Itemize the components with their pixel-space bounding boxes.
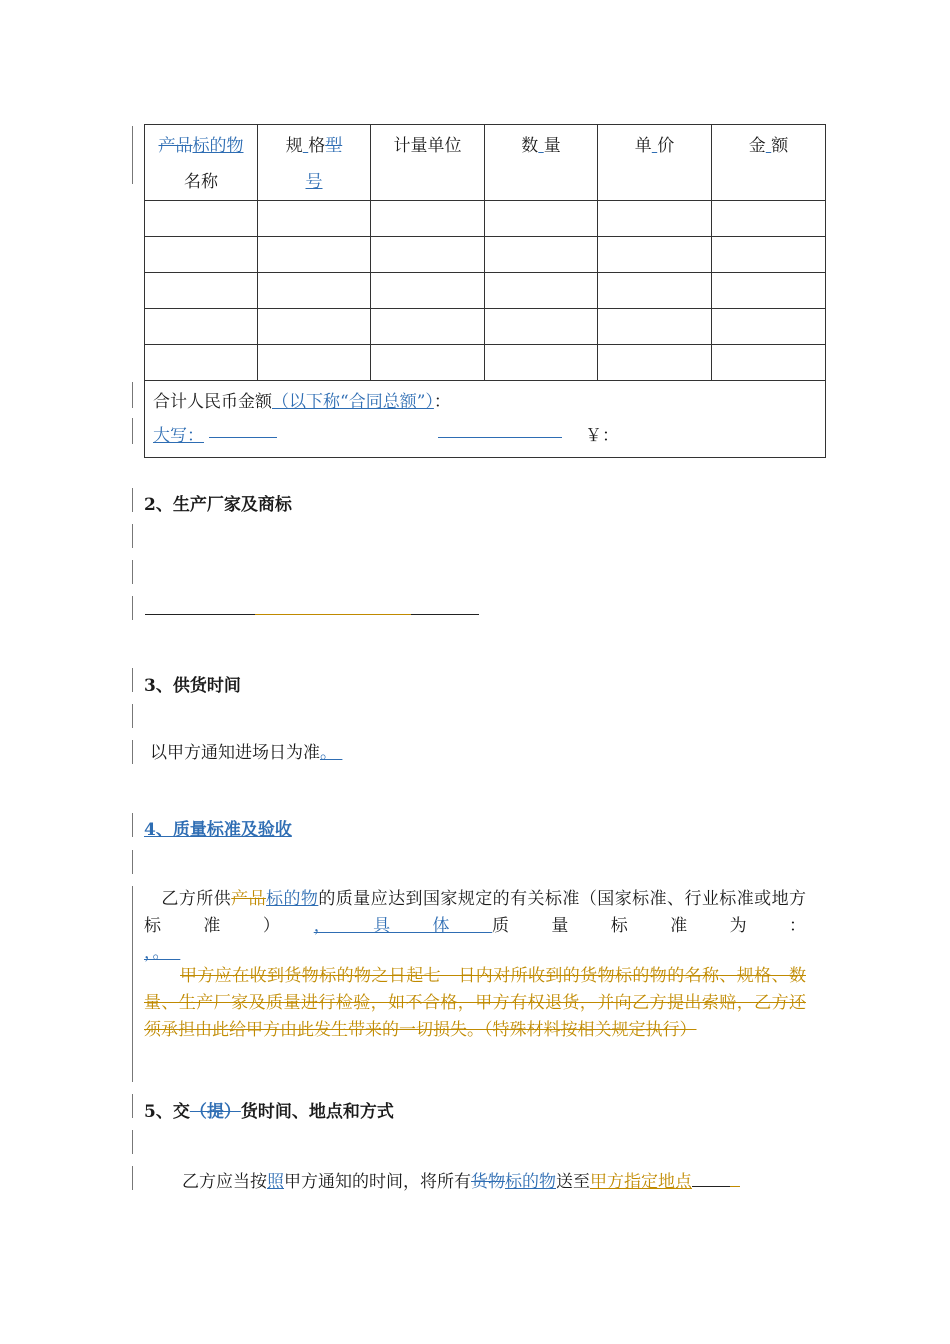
change-bar — [132, 668, 133, 692]
section-4-title-text: 4、质量标准及验收 — [144, 820, 292, 840]
capital-label: 大写： — [153, 426, 204, 446]
table-cell[interactable] — [371, 237, 485, 273]
section-5-title-text: 货时间、地点和方式 — [240, 1102, 394, 1122]
table-cell[interactable] — [258, 273, 371, 309]
quality-paragraph-2 — [144, 963, 806, 1044]
header-text: 名称 — [184, 172, 218, 192]
inserted-text: 。 — [320, 743, 337, 763]
section-5-title — [144, 1097, 394, 1122]
change-bar — [132, 382, 133, 408]
paragraph-text: 的质量应达到国家规定的有关标准（国家标准、行业标准或地方标准） — [144, 889, 807, 936]
header-text: 价 — [657, 136, 675, 156]
change-bar — [132, 1130, 133, 1154]
table-cell[interactable] — [598, 201, 712, 237]
total-note: （以下称“合同总额”） — [272, 392, 434, 412]
inserted-text: 甲方指定地点 — [590, 1172, 692, 1192]
inserted-text: 标的物 — [266, 889, 319, 909]
deleted-text: 货物 — [471, 1172, 505, 1192]
table-cell[interactable] — [258, 309, 371, 345]
paragraph-text: 质量标准为： — [491, 916, 807, 936]
paragraph-text: 乙方所供 — [161, 889, 232, 909]
table-cell[interactable] — [712, 345, 826, 381]
inserted-text: 标的物 — [192, 136, 244, 156]
table-cell[interactable] — [145, 345, 258, 381]
change-bar — [132, 488, 133, 512]
change-bar — [132, 740, 133, 764]
header-text: 计量单位 — [393, 136, 462, 156]
section-3-title: 3、供货时间 — [144, 676, 241, 696]
table-cell[interactable] — [371, 345, 485, 381]
amount-blank[interactable] — [438, 436, 562, 438]
header-text: 金 — [748, 136, 766, 156]
table-row — [145, 237, 826, 273]
paragraph-text: 送至 — [556, 1172, 590, 1192]
deleted-text: 甲方应在收到货物标的物之日起七 日内对所收到的货物标的物的名称、规格、数量、生产厂家及质量进行检验，如不合格，甲方有权退货，并向乙方提出索赔，乙方还须承担由此给甲方由此发生带来的一切损失。（特殊材料按相关规定执行） — [144, 966, 806, 1040]
table-cell[interactable] — [371, 273, 485, 309]
capital-blank[interactable] — [209, 436, 277, 438]
table-cell[interactable] — [712, 309, 826, 345]
table-header-row — [145, 125, 826, 201]
delivery-paragraph — [144, 1168, 806, 1196]
change-bar — [132, 704, 133, 728]
change-bar — [132, 813, 133, 837]
table-cell[interactable] — [485, 309, 598, 345]
goods-table — [144, 124, 826, 458]
table-cell[interactable] — [485, 345, 598, 381]
table-cell[interactable] — [598, 309, 712, 345]
table-row — [145, 309, 826, 345]
deleted-text: （提） — [189, 1102, 241, 1122]
total-label: 合计人民币金额 — [153, 392, 272, 412]
header-text: 额 — [771, 136, 789, 156]
change-bar — [132, 1094, 133, 1118]
table-cell[interactable] — [598, 273, 712, 309]
table-cell[interactable] — [485, 237, 598, 273]
table-row — [145, 201, 826, 237]
table-cell[interactable] — [598, 345, 712, 381]
yuan-label: ￥： — [585, 426, 620, 446]
table-row — [145, 273, 826, 309]
inserted-text: 照 — [267, 1172, 284, 1192]
paragraph-text: 乙方应当按 — [182, 1172, 267, 1192]
deleted-text: 产品 — [158, 136, 193, 156]
table-cell[interactable] — [598, 237, 712, 273]
change-bar — [132, 126, 133, 184]
manufacturer-blank-1[interactable] — [145, 614, 255, 615]
total-cell — [145, 381, 826, 458]
change-bar — [132, 524, 133, 548]
header-text: 量 — [543, 136, 561, 156]
header-spec — [258, 125, 371, 201]
table-cell[interactable] — [485, 273, 598, 309]
table-cell[interactable] — [145, 273, 258, 309]
table-cell[interactable] — [258, 345, 371, 381]
change-bar — [132, 850, 133, 874]
header-unit-price — [598, 125, 712, 201]
table-cell[interactable] — [712, 237, 826, 273]
table-cell[interactable] — [371, 201, 485, 237]
table-cell[interactable] — [145, 201, 258, 237]
header-amount — [712, 125, 826, 201]
paragraph-text: 甲方通知的时间，将所有 — [284, 1172, 471, 1192]
supply-time-text — [150, 740, 342, 767]
header-text: 单 — [634, 136, 652, 156]
manufacturer-blank-2[interactable] — [255, 614, 411, 615]
manufacturer-blank-3[interactable] — [411, 614, 479, 615]
section-5-title-text: 5、交 — [144, 1102, 190, 1122]
quality-paragraph-1 — [144, 886, 806, 940]
total-colon: ： — [433, 392, 451, 412]
deleted-text: 型 — [325, 136, 343, 156]
inserted-text: ，。 — [144, 943, 170, 963]
table-cell[interactable] — [258, 237, 371, 273]
deleted-text: 产品 — [231, 889, 267, 909]
inserted-text: 标的物 — [505, 1172, 556, 1192]
header-quantity — [485, 125, 598, 201]
inserted-text: 号 — [305, 172, 323, 192]
table-cell[interactable] — [145, 237, 258, 273]
table-cell[interactable] — [485, 201, 598, 237]
table-cell[interactable] — [258, 201, 371, 237]
change-bar — [132, 596, 133, 620]
inserted-text: ，具体 — [313, 916, 492, 936]
change-bar — [132, 886, 133, 1082]
table-cell[interactable] — [371, 309, 485, 345]
change-bar — [132, 560, 133, 584]
paragraph-text: 以甲方通知进场日为准 — [150, 743, 320, 763]
section-4-title — [144, 815, 292, 840]
table-cell[interactable] — [145, 309, 258, 345]
header-text: 格 — [308, 136, 326, 156]
location-blank-gold[interactable] — [730, 1168, 740, 1187]
location-blank[interactable] — [692, 1168, 730, 1187]
table-cell[interactable] — [712, 273, 826, 309]
table-row — [145, 345, 826, 381]
header-unit — [371, 125, 485, 201]
change-bar — [132, 1166, 133, 1190]
change-bar — [132, 418, 133, 444]
total-row — [145, 381, 826, 458]
header-text: 规 — [285, 136, 303, 156]
header-text: 数 — [521, 136, 539, 156]
section-2-title: 2、生产厂家及商标 — [144, 495, 292, 515]
header-product-name — [145, 125, 258, 201]
table-cell[interactable] — [712, 201, 826, 237]
